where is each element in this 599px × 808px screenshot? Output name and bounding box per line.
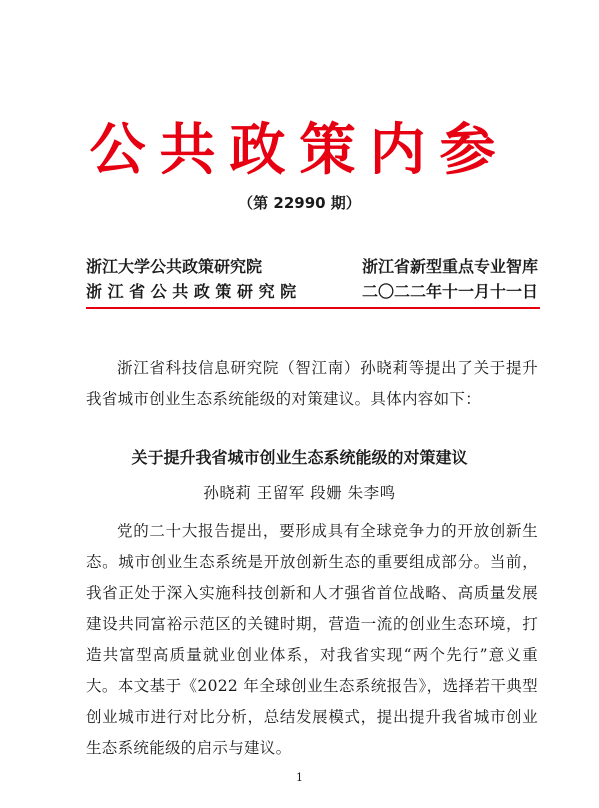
header-row-2 (86, 281, 538, 303)
intro-text: 浙江省科技信息研究院（智江南）孙晓莉等提出了关于提升我省城市创业生态系统能级的对策建议。具体内容如下： (86, 359, 538, 408)
article-body (86, 516, 538, 764)
org-left-2: 浙 江 省 公 共 政 策 研 究 院 (86, 282, 297, 301)
header-row-1 (86, 256, 538, 278)
red-divider (86, 307, 540, 309)
intro-paragraph (86, 353, 538, 415)
org-right-1: 浙江省新型重点专业智库 (361, 257, 538, 276)
masthead-title: 公共政策内参 (89, 118, 510, 183)
body-paragraph: 党的二十大报告提出，要形成具有全球竞争力的开放创新生态。城市创业生态系统是开放创新生态的重要组成部分。当前，我省正处于深入实施科技创新和人才强省首位战略、高质量发展建设共同富裕示范区的关键时期，营造一流的创业生态环境，打造共富型高质量就业创业体系，对我省实现“两个先行”意义重大。本文基于《2022 年全球创业生态系统报告》，选择若干典型创业城市进行对比分析，总结发展模式，提出提升我省城市创业生态系统能级的启示与建议。 (86, 522, 538, 757)
article-title: 关于提升我省城市创业生态系统能级的对策建议 (131, 448, 468, 467)
org-left-1: 浙江大学公共政策研究院 (86, 257, 263, 276)
date: 二〇二二年十一月十一日 (361, 282, 538, 301)
issue-number: （第 22990 期） (238, 194, 361, 212)
article-authors: 孙晓莉 王留军 段姗 朱李鸣 (203, 484, 396, 502)
page-number: 1 (296, 771, 303, 784)
